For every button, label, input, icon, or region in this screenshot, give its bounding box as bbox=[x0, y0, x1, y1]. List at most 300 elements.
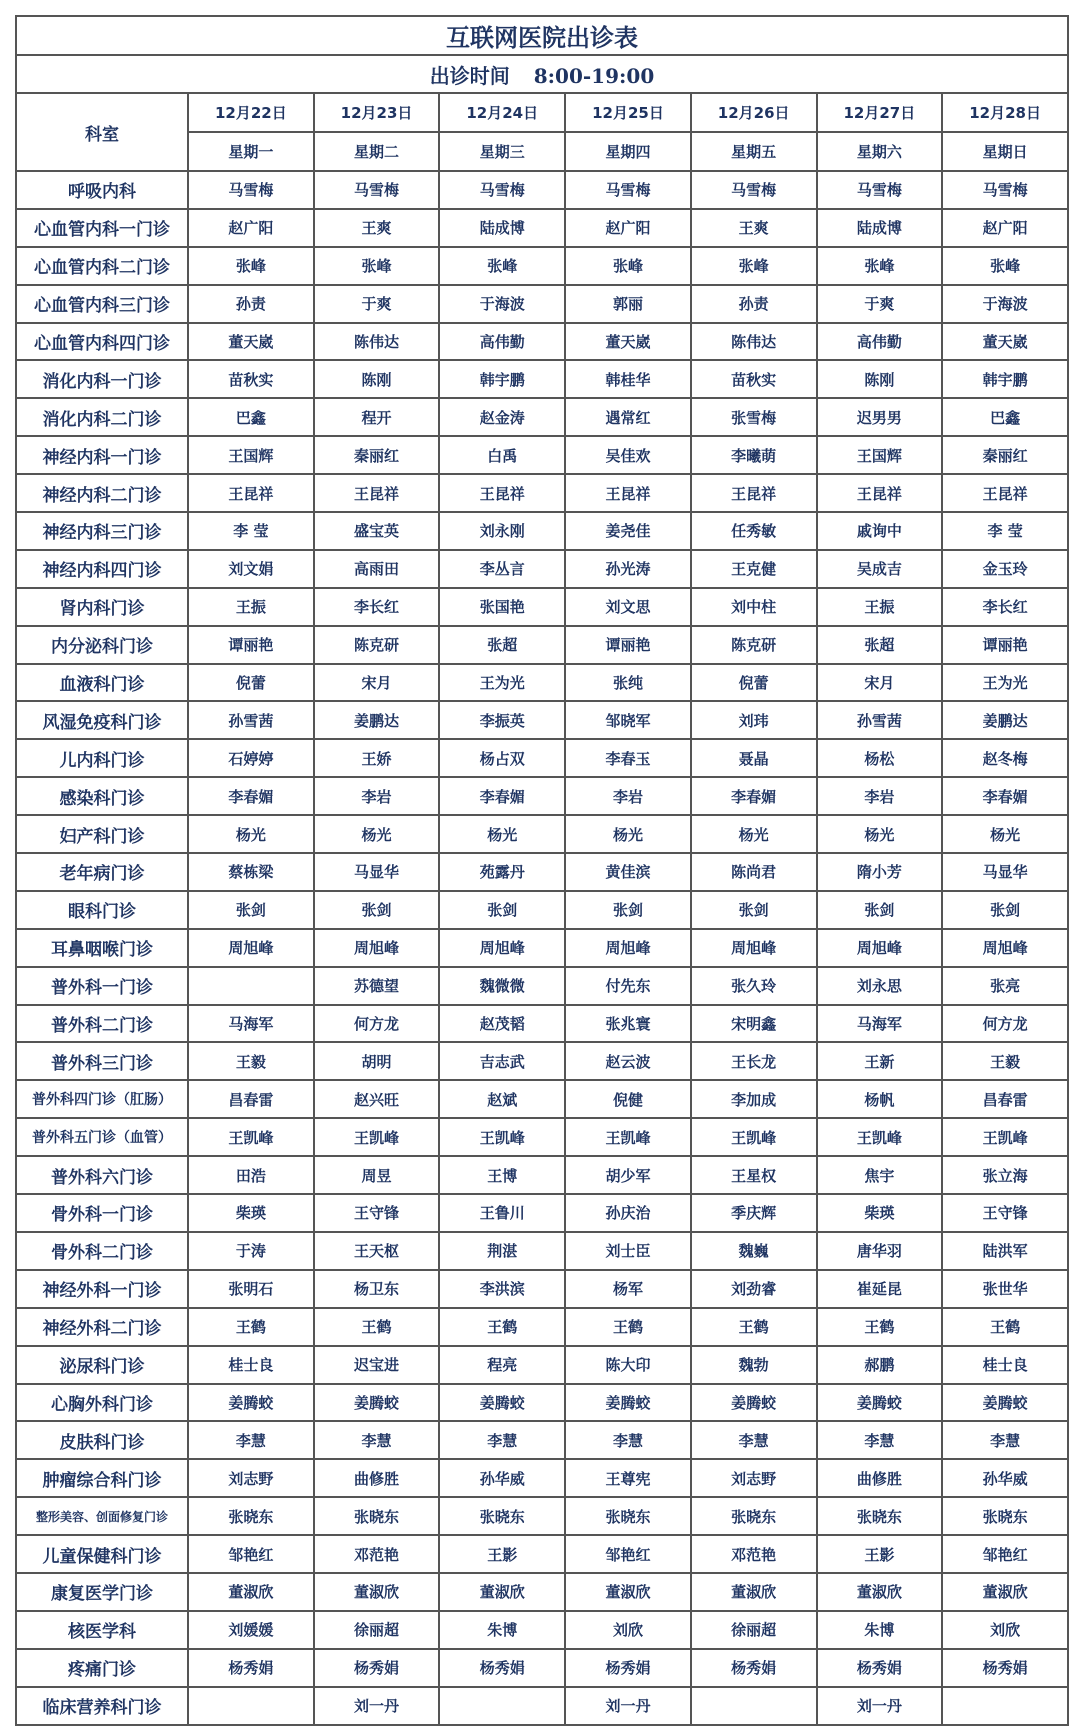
doctor-cell: 周昱 bbox=[314, 1156, 440, 1194]
weekday-header: 星期二 bbox=[314, 132, 440, 171]
doctor-cell: 刘欣 bbox=[942, 1611, 1068, 1649]
table-row bbox=[16, 360, 1068, 398]
doctor-cell: 王凯峰 bbox=[439, 1118, 565, 1156]
doctor-cell: 杨秀娟 bbox=[439, 1649, 565, 1687]
table-row bbox=[16, 891, 1068, 929]
doctor-cell: 王鹤 bbox=[817, 1308, 943, 1346]
doctor-cell: 董天崴 bbox=[188, 323, 314, 361]
doctor-cell: 姜腾蛟 bbox=[439, 1384, 565, 1422]
dept-name: 内分泌科门诊 bbox=[16, 626, 188, 664]
doctor-cell: 董淑欣 bbox=[942, 1573, 1068, 1611]
doctor-cell: 陈刚 bbox=[817, 360, 943, 398]
doctor-cell: 姜鹏达 bbox=[942, 701, 1068, 739]
doctor-cell: 孙雪茜 bbox=[817, 701, 943, 739]
doctor-cell: 郝鹏 bbox=[817, 1346, 943, 1384]
weekday-header: 星期五 bbox=[691, 132, 817, 171]
doctor-cell: 于爽 bbox=[817, 285, 943, 323]
doctor-cell: 郭丽 bbox=[565, 285, 691, 323]
doctor-cell: 崔延昆 bbox=[817, 1270, 943, 1308]
date-header: 12月24日 bbox=[439, 93, 565, 132]
dept-name: 感染科门诊 bbox=[16, 777, 188, 815]
doctor-cell: 陆成博 bbox=[439, 209, 565, 247]
dept-name: 普外科六门诊 bbox=[16, 1156, 188, 1194]
doctor-cell: 何方龙 bbox=[314, 1005, 440, 1043]
table-row bbox=[16, 739, 1068, 777]
doctor-cell: 聂晶 bbox=[691, 739, 817, 777]
dept-name: 普外科三门诊 bbox=[16, 1042, 188, 1080]
doctor-cell: 付先东 bbox=[565, 967, 691, 1005]
table-row bbox=[16, 1156, 1068, 1194]
doctor-cell: 张峰 bbox=[942, 247, 1068, 285]
doctor-cell: 姜腾蛟 bbox=[942, 1384, 1068, 1422]
clinic-hours-time: 8:00-19:00 bbox=[533, 63, 655, 88]
doctor-cell: 王毅 bbox=[188, 1042, 314, 1080]
doctor-cell: 王昆祥 bbox=[942, 474, 1068, 512]
doctor-cell: 苏德望 bbox=[314, 967, 440, 1005]
doctor-cell: 巴鑫 bbox=[942, 398, 1068, 436]
dept-name: 血液科门诊 bbox=[16, 664, 188, 702]
doctor-cell: 张晓东 bbox=[942, 1497, 1068, 1535]
dept-name: 耳鼻咽喉门诊 bbox=[16, 929, 188, 967]
doctor-cell bbox=[188, 967, 314, 1005]
table-row bbox=[16, 626, 1068, 664]
doctor-cell: 周旭峰 bbox=[314, 929, 440, 967]
doctor-cell: 赵兴旺 bbox=[314, 1080, 440, 1118]
table-row bbox=[16, 929, 1068, 967]
doctor-cell: 董淑欣 bbox=[565, 1573, 691, 1611]
clinic-hours bbox=[16, 55, 1068, 93]
doctor-cell: 张超 bbox=[439, 626, 565, 664]
doctor-cell: 朱博 bbox=[439, 1611, 565, 1649]
doctor-cell: 李岩 bbox=[314, 777, 440, 815]
doctor-cell: 李长红 bbox=[314, 588, 440, 626]
doctor-cell: 刘文娟 bbox=[188, 550, 314, 588]
dept-name: 神经外科一门诊 bbox=[16, 1270, 188, 1308]
table-row bbox=[16, 247, 1068, 285]
dept-name: 儿童保健科门诊 bbox=[16, 1535, 188, 1573]
doctor-cell: 王昆祥 bbox=[817, 474, 943, 512]
doctor-cell: 王守锋 bbox=[942, 1194, 1068, 1232]
doctor-cell: 宋明鑫 bbox=[691, 1005, 817, 1043]
doctor-cell: 蔡栋梁 bbox=[188, 853, 314, 891]
doctor-cell: 李春媚 bbox=[439, 777, 565, 815]
doctor-cell: 于涛 bbox=[188, 1232, 314, 1270]
doctor-cell: 王国辉 bbox=[188, 436, 314, 474]
doctor-cell: 杨秀娟 bbox=[565, 1649, 691, 1687]
doctor-cell: 任秀敏 bbox=[691, 512, 817, 550]
doctor-cell: 姜腾蛟 bbox=[314, 1384, 440, 1422]
doctor-cell: 张超 bbox=[817, 626, 943, 664]
doctor-cell: 秦丽红 bbox=[942, 436, 1068, 474]
doctor-cell: 杨卫东 bbox=[314, 1270, 440, 1308]
doctor-cell: 马雪梅 bbox=[691, 171, 817, 209]
doctor-cell: 赵斌 bbox=[439, 1080, 565, 1118]
doctor-cell: 昌春雷 bbox=[942, 1080, 1068, 1118]
doctor-cell: 高伟勤 bbox=[817, 323, 943, 361]
table-row bbox=[16, 1649, 1068, 1687]
doctor-cell: 陆成博 bbox=[817, 209, 943, 247]
dept-name: 普外科四门诊（肛肠） bbox=[16, 1080, 188, 1118]
doctor-cell: 倪蕾 bbox=[188, 664, 314, 702]
doctor-cell: 王鹤 bbox=[314, 1308, 440, 1346]
doctor-cell: 吴佳欢 bbox=[565, 436, 691, 474]
table-row bbox=[16, 1611, 1068, 1649]
doctor-cell: 王振 bbox=[817, 588, 943, 626]
table-row bbox=[16, 1421, 1068, 1459]
doctor-cell: 杨光 bbox=[691, 815, 817, 853]
dept-name: 妇产科门诊 bbox=[16, 815, 188, 853]
doctor-cell: 王昆祥 bbox=[439, 474, 565, 512]
doctor-cell: 陈克研 bbox=[314, 626, 440, 664]
table-row bbox=[16, 1308, 1068, 1346]
doctor-cell: 马显华 bbox=[942, 853, 1068, 891]
doctor-cell: 张剑 bbox=[942, 891, 1068, 929]
doctor-cell: 姜腾蛟 bbox=[817, 1384, 943, 1422]
doctor-cell: 魏巍 bbox=[691, 1232, 817, 1270]
doctor-cell: 迟宝进 bbox=[314, 1346, 440, 1384]
doctor-cell: 陈伟达 bbox=[314, 323, 440, 361]
doctor-cell: 刘志野 bbox=[691, 1459, 817, 1497]
doctor-cell: 张世华 bbox=[942, 1270, 1068, 1308]
doctor-cell: 王鹤 bbox=[691, 1308, 817, 1346]
doctor-cell: 桂士良 bbox=[188, 1346, 314, 1384]
doctor-cell: 马雪梅 bbox=[817, 171, 943, 209]
doctor-cell: 邹晓军 bbox=[565, 701, 691, 739]
doctor-cell: 王为光 bbox=[439, 664, 565, 702]
doctor-cell: 盛宝英 bbox=[314, 512, 440, 550]
doctor-cell: 马雪梅 bbox=[439, 171, 565, 209]
table-row bbox=[16, 474, 1068, 512]
doctor-cell: 周旭峰 bbox=[439, 929, 565, 967]
doctor-cell: 王博 bbox=[439, 1156, 565, 1194]
doctor-cell: 陆洪军 bbox=[942, 1232, 1068, 1270]
doctor-cell: 李慧 bbox=[314, 1421, 440, 1459]
doctor-cell: 王影 bbox=[817, 1535, 943, 1573]
doctor-cell: 李慧 bbox=[942, 1421, 1068, 1459]
doctor-cell: 张晓东 bbox=[817, 1497, 943, 1535]
doctor-cell: 杨秀娟 bbox=[817, 1649, 943, 1687]
doctor-cell: 王凯峰 bbox=[314, 1118, 440, 1156]
doctor-cell: 焦宇 bbox=[817, 1156, 943, 1194]
doctor-cell: 张晓东 bbox=[314, 1497, 440, 1535]
doctor-cell: 董淑欣 bbox=[691, 1573, 817, 1611]
doctor-cell: 赵广阳 bbox=[188, 209, 314, 247]
dept-name: 疼痛门诊 bbox=[16, 1649, 188, 1687]
table-row bbox=[16, 1497, 1068, 1535]
date-header: 12月22日 bbox=[188, 93, 314, 132]
table-row bbox=[16, 550, 1068, 588]
dept-name: 心胸外科门诊 bbox=[16, 1384, 188, 1422]
doctor-cell: 张明石 bbox=[188, 1270, 314, 1308]
doctor-cell: 程开 bbox=[314, 398, 440, 436]
doctor-cell: 李春媚 bbox=[188, 777, 314, 815]
doctor-cell: 张晓东 bbox=[691, 1497, 817, 1535]
doctor-cell: 李慧 bbox=[565, 1421, 691, 1459]
doctor-cell: 张峰 bbox=[817, 247, 943, 285]
dept-name: 肾内科门诊 bbox=[16, 588, 188, 626]
dept-header: 科室 bbox=[16, 93, 188, 171]
table-row bbox=[16, 1270, 1068, 1308]
doctor-cell: 周旭峰 bbox=[565, 929, 691, 967]
dept-name: 泌尿科门诊 bbox=[16, 1346, 188, 1384]
table-row bbox=[16, 777, 1068, 815]
doctor-cell: 张剑 bbox=[565, 891, 691, 929]
doctor-cell: 王鹤 bbox=[188, 1308, 314, 1346]
doctor-cell: 周旭峰 bbox=[942, 929, 1068, 967]
dept-name: 骨外科一门诊 bbox=[16, 1194, 188, 1232]
doctor-cell: 王克健 bbox=[691, 550, 817, 588]
table-row bbox=[16, 1042, 1068, 1080]
doctor-cell: 刘一丹 bbox=[565, 1687, 691, 1725]
doctor-cell: 刘欣 bbox=[565, 1611, 691, 1649]
doctor-cell: 张剑 bbox=[439, 891, 565, 929]
doctor-cell: 黄佳滨 bbox=[565, 853, 691, 891]
doctor-cell: 苗秋实 bbox=[691, 360, 817, 398]
doctor-cell: 王鹤 bbox=[439, 1308, 565, 1346]
dept-name: 心血管内科一门诊 bbox=[16, 209, 188, 247]
doctor-cell: 王鹤 bbox=[565, 1308, 691, 1346]
doctor-cell: 王鹤 bbox=[942, 1308, 1068, 1346]
doctor-cell: 姜尧佳 bbox=[565, 512, 691, 550]
doctor-cell: 杨光 bbox=[188, 815, 314, 853]
table-row bbox=[16, 1687, 1068, 1725]
doctor-cell: 李慧 bbox=[817, 1421, 943, 1459]
doctor-cell: 姜腾蛟 bbox=[565, 1384, 691, 1422]
doctor-cell: 张晓东 bbox=[439, 1497, 565, 1535]
table-row bbox=[16, 398, 1068, 436]
dept-name: 心血管内科四门诊 bbox=[16, 323, 188, 361]
doctor-cell: 杨光 bbox=[565, 815, 691, 853]
doctor-cell: 昌春雷 bbox=[188, 1080, 314, 1118]
doctor-cell: 赵云波 bbox=[565, 1042, 691, 1080]
doctor-cell: 徐丽超 bbox=[314, 1611, 440, 1649]
doctor-cell: 王振 bbox=[188, 588, 314, 626]
doctor-cell: 张峰 bbox=[565, 247, 691, 285]
doctor-cell: 周旭峰 bbox=[817, 929, 943, 967]
doctor-cell: 王影 bbox=[439, 1535, 565, 1573]
doctor-cell: 马雪梅 bbox=[565, 171, 691, 209]
doctor-cell bbox=[439, 1687, 565, 1725]
doctor-cell: 徐丽超 bbox=[691, 1611, 817, 1649]
doctor-cell: 荆湛 bbox=[439, 1232, 565, 1270]
weekday-header: 星期一 bbox=[188, 132, 314, 171]
doctor-cell: 陈刚 bbox=[314, 360, 440, 398]
doctor-cell: 张立海 bbox=[942, 1156, 1068, 1194]
doctor-cell: 董天崴 bbox=[942, 323, 1068, 361]
doctor-cell: 李岩 bbox=[565, 777, 691, 815]
doctor-cell: 孙雪茜 bbox=[188, 701, 314, 739]
table-row bbox=[16, 1346, 1068, 1384]
doctor-cell: 谭丽艳 bbox=[942, 626, 1068, 664]
doctor-cell: 刘中柱 bbox=[691, 588, 817, 626]
doctor-cell: 杨光 bbox=[314, 815, 440, 853]
doctor-cell: 李慧 bbox=[691, 1421, 817, 1459]
doctor-cell: 戚询中 bbox=[817, 512, 943, 550]
doctor-cell bbox=[691, 1687, 817, 1725]
doctor-cell: 马海军 bbox=[817, 1005, 943, 1043]
dept-name: 儿内科门诊 bbox=[16, 739, 188, 777]
doctor-cell: 孙责 bbox=[188, 285, 314, 323]
doctor-cell: 杨军 bbox=[565, 1270, 691, 1308]
table-row bbox=[16, 853, 1068, 891]
doctor-cell: 魏勃 bbox=[691, 1346, 817, 1384]
doctor-cell: 姜鹏达 bbox=[314, 701, 440, 739]
doctor-cell: 韩宇鹏 bbox=[942, 360, 1068, 398]
doctor-cell: 程亮 bbox=[439, 1346, 565, 1384]
doctor-cell: 魏微微 bbox=[439, 967, 565, 1005]
doctor-cell: 刘一丹 bbox=[314, 1687, 440, 1725]
doctor-cell: 王守锋 bbox=[314, 1194, 440, 1232]
doctor-cell: 李加成 bbox=[691, 1080, 817, 1118]
doctor-cell: 周旭峰 bbox=[188, 929, 314, 967]
doctor-cell: 邓范艳 bbox=[314, 1535, 440, 1573]
doctor-cell: 孙庆治 bbox=[565, 1194, 691, 1232]
doctor-cell: 王鲁川 bbox=[439, 1194, 565, 1232]
doctor-cell: 周旭峰 bbox=[691, 929, 817, 967]
doctor-cell: 李长红 bbox=[942, 588, 1068, 626]
doctor-cell: 张峰 bbox=[691, 247, 817, 285]
table-row bbox=[16, 664, 1068, 702]
doctor-cell: 陈伟达 bbox=[691, 323, 817, 361]
dept-name: 骨外科二门诊 bbox=[16, 1232, 188, 1270]
doctor-cell: 王爽 bbox=[314, 209, 440, 247]
date-header: 12月26日 bbox=[691, 93, 817, 132]
doctor-cell: 马海军 bbox=[188, 1005, 314, 1043]
doctor-cell: 孙光涛 bbox=[565, 550, 691, 588]
doctor-cell: 张峰 bbox=[188, 247, 314, 285]
doctor-cell: 邓范艳 bbox=[691, 1535, 817, 1573]
doctor-cell: 高雨田 bbox=[314, 550, 440, 588]
doctor-cell: 杨秀娟 bbox=[188, 1649, 314, 1687]
table-row bbox=[16, 323, 1068, 361]
doctor-cell: 季庆辉 bbox=[691, 1194, 817, 1232]
doctor-cell: 张亮 bbox=[942, 967, 1068, 1005]
doctor-cell: 张纯 bbox=[565, 664, 691, 702]
doctor-cell: 马雪梅 bbox=[942, 171, 1068, 209]
doctor-cell: 苑露丹 bbox=[439, 853, 565, 891]
table-row bbox=[16, 1384, 1068, 1422]
doctor-cell: 刘士臣 bbox=[565, 1232, 691, 1270]
dept-name: 消化内科二门诊 bbox=[16, 398, 188, 436]
doctor-cell: 柴瑛 bbox=[817, 1194, 943, 1232]
weekday-header: 星期四 bbox=[565, 132, 691, 171]
doctor-cell: 迟男男 bbox=[817, 398, 943, 436]
doctor-cell: 马雪梅 bbox=[188, 171, 314, 209]
doctor-cell: 邹艳红 bbox=[188, 1535, 314, 1573]
doctor-cell: 陈尚君 bbox=[691, 853, 817, 891]
dept-name: 普外科二门诊 bbox=[16, 1005, 188, 1043]
doctor-cell: 宋月 bbox=[817, 664, 943, 702]
dept-name: 康复医学门诊 bbox=[16, 1573, 188, 1611]
doctor-cell: 赵茂韬 bbox=[439, 1005, 565, 1043]
doctor-cell: 杨秀娟 bbox=[942, 1649, 1068, 1687]
doctor-cell: 孙华威 bbox=[942, 1459, 1068, 1497]
doctor-cell: 李慧 bbox=[188, 1421, 314, 1459]
table-row bbox=[16, 171, 1068, 209]
dept-name: 临床营养科门诊 bbox=[16, 1687, 188, 1725]
doctor-cell: 赵金涛 bbox=[439, 398, 565, 436]
doctor-cell: 马显华 bbox=[314, 853, 440, 891]
doctor-cell: 刘劲睿 bbox=[691, 1270, 817, 1308]
table-row bbox=[16, 588, 1068, 626]
doctor-cell: 张峰 bbox=[439, 247, 565, 285]
dept-name: 神经内科一门诊 bbox=[16, 436, 188, 474]
doctor-cell: 邹艳红 bbox=[565, 1535, 691, 1573]
page-title: 互联网医院出诊表 bbox=[16, 16, 1068, 55]
table-row bbox=[16, 815, 1068, 853]
doctor-cell: 王凯峰 bbox=[942, 1118, 1068, 1156]
doctor-cell: 杨秀娟 bbox=[314, 1649, 440, 1687]
dept-name: 消化内科一门诊 bbox=[16, 360, 188, 398]
schedule-table bbox=[15, 15, 1069, 1726]
doctor-cell: 胡少军 bbox=[565, 1156, 691, 1194]
doctor-cell: 王凯峰 bbox=[188, 1118, 314, 1156]
doctor-cell: 李岩 bbox=[817, 777, 943, 815]
table-row bbox=[16, 1005, 1068, 1043]
doctor-cell: 张剑 bbox=[817, 891, 943, 929]
doctor-cell: 刘一丹 bbox=[817, 1687, 943, 1725]
table-row bbox=[16, 967, 1068, 1005]
doctor-cell: 曲修胜 bbox=[817, 1459, 943, 1497]
doctor-cell: 刘文思 bbox=[565, 588, 691, 626]
date-header: 12月23日 bbox=[314, 93, 440, 132]
doctor-cell: 王昆祥 bbox=[314, 474, 440, 512]
doctor-cell: 张雪梅 bbox=[691, 398, 817, 436]
doctor-cell: 曲修胜 bbox=[314, 1459, 440, 1497]
doctor-cell: 巴鑫 bbox=[188, 398, 314, 436]
doctor-cell: 董淑欣 bbox=[817, 1573, 943, 1611]
doctor-cell: 邹艳红 bbox=[942, 1535, 1068, 1573]
dept-name: 神经外科二门诊 bbox=[16, 1308, 188, 1346]
doctor-cell: 于海波 bbox=[439, 285, 565, 323]
doctor-cell: 吴成吉 bbox=[817, 550, 943, 588]
doctor-cell: 宋月 bbox=[314, 664, 440, 702]
doctor-cell: 高伟勤 bbox=[439, 323, 565, 361]
doctor-cell: 白禹 bbox=[439, 436, 565, 474]
doctor-cell: 刘志野 bbox=[188, 1459, 314, 1497]
doctor-cell: 杨帆 bbox=[817, 1080, 943, 1118]
doctor-cell: 李春媚 bbox=[691, 777, 817, 815]
doctor-cell: 李洪滨 bbox=[439, 1270, 565, 1308]
table-row bbox=[16, 1232, 1068, 1270]
doctor-cell: 谭丽艳 bbox=[565, 626, 691, 664]
doctor-cell: 赵广阳 bbox=[565, 209, 691, 247]
doctor-cell: 韩宇鹏 bbox=[439, 360, 565, 398]
dept-name: 呼吸内科 bbox=[16, 171, 188, 209]
doctor-cell: 王尊宪 bbox=[565, 1459, 691, 1497]
doctor-cell: 张剑 bbox=[188, 891, 314, 929]
doctor-cell: 于爽 bbox=[314, 285, 440, 323]
doctor-cell: 吉志武 bbox=[439, 1042, 565, 1080]
doctor-cell: 谭丽艳 bbox=[188, 626, 314, 664]
doctor-cell: 遇常红 bbox=[565, 398, 691, 436]
dept-name: 核医学科 bbox=[16, 1611, 188, 1649]
doctor-cell: 赵广阳 bbox=[942, 209, 1068, 247]
doctor-cell: 李丛言 bbox=[439, 550, 565, 588]
doctor-cell: 石婷婷 bbox=[188, 739, 314, 777]
doctor-cell: 陈克研 bbox=[691, 626, 817, 664]
doctor-cell: 李 莹 bbox=[942, 512, 1068, 550]
doctor-cell: 刘永刚 bbox=[439, 512, 565, 550]
doctor-cell: 杨秀娟 bbox=[691, 1649, 817, 1687]
dept-name: 心血管内科二门诊 bbox=[16, 247, 188, 285]
doctor-cell: 张剑 bbox=[691, 891, 817, 929]
dept-name: 肿瘤综合科门诊 bbox=[16, 1459, 188, 1497]
table-row bbox=[16, 1080, 1068, 1118]
doctor-cell: 孙责 bbox=[691, 285, 817, 323]
doctor-cell: 倪蕾 bbox=[691, 664, 817, 702]
doctor-cell: 李 莹 bbox=[188, 512, 314, 550]
